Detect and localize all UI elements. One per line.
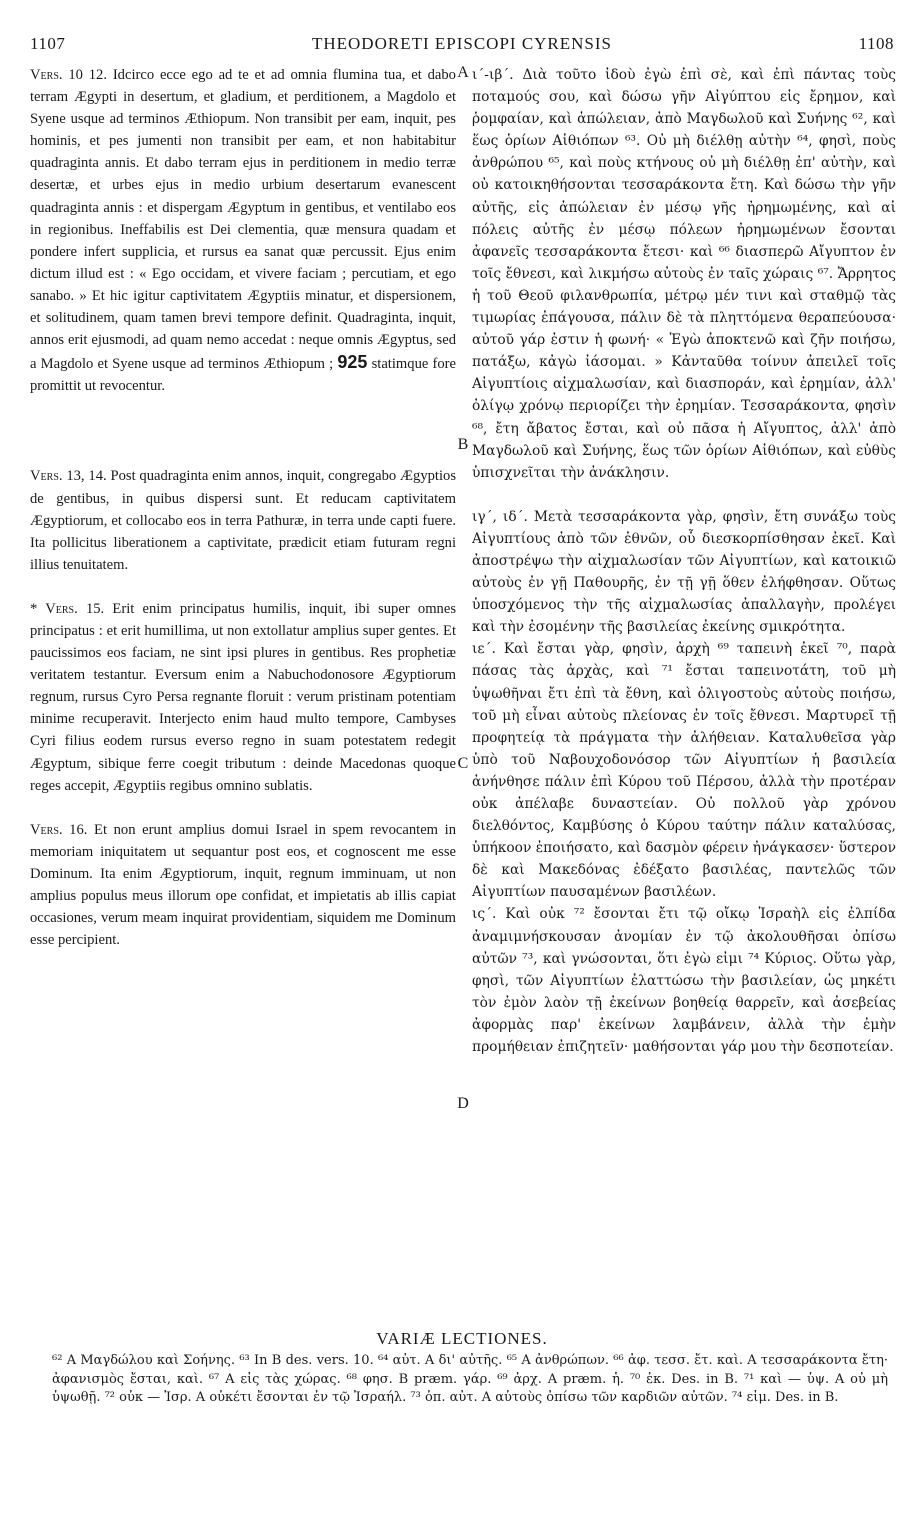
verse-marker: Vers. 16. <box>30 821 88 838</box>
page-number-right: 1108 <box>858 34 894 53</box>
latin-section-vers-10-12 <box>30 64 456 397</box>
latin-text: Post quadraginta enim annos, inquit, congregabo Ægyptios de gentibus, in quibus dispersi sunt. Et reducam captivitatem Ægyptiorum, et collocabo eos in terra Pathuræ, in terra unde capti fuere. Ita pollicitus liberationem a captivitate, prædicit etiam futuram regni illius tenuitatem. <box>30 468 456 573</box>
latin-section-vers-15 <box>30 598 456 797</box>
margin-marker-d: D <box>457 1095 469 1112</box>
latin-paragraph <box>30 64 456 397</box>
notes-text: ⁶² A Μαγδώλου καὶ Σοήνης. ⁶³ In B des. vers. 10. ⁶⁴ αὐτ. A δι' αὐτῆς. ⁶⁵ A ἀνθρώπων. ⁶⁶ ἀφ. τεσσ. ἔτ. καὶ. A τεσσαράκοντα ἔτη· ἀφανισμὸς ἔσται, καὶ. ⁶⁷ A εἰς τὰς χώρας. ⁶⁸ φησ. B præm. γάρ. ⁶⁹ ἀρχ. A præm. ἡ. ⁷⁰ ἐκ. Des. in B. ⁷¹ καὶ — ὑψ. A οὐ μὴ ὑψωθῇ. ⁷² οὐκ — Ἰσρ. A οὐκέτι ἔσονται ἐν τῷ Ἰσραήλ. ⁷³ ὀπ. αὐτ. A αὐτοὺς ὀπίσω τῶν καρδιῶν αὐτῶν. ⁷⁴ εἰμ. Des. in B. <box>52 1353 888 1406</box>
greek-paragraph: ιε΄. Καὶ ἔσται γὰρ, φησὶν, ἀρχὴ ⁶⁹ ταπεινὴ ἐκεῖ ⁷⁰, παρὰ πάσας τὰς ἀρχὰς, καὶ ⁷¹ ἔσται ταπεινοτάτη, τοῦ μὴ ὑψωθῆναι ἔτι ἐπὶ τὰ ἔθνη, καὶ ὀλιγοστοὺς αὐτοὺς ποιήσω, τοῦ μὴ εἶναι αὐτοὺς πλείονας ἐν τοῖς ἔθνεσι. Μαρτυρεῖ τῇ προφητείᾳ τὰ πράγματα τὴν ἀλήθειαν. Καταλυθεῖσα γὰρ ὑπὸ τοῦ Ναβουχοδονόσορ τῶν Αἰγυπτίων ἡ βασιλεία ἀνήνθησε πάλιν ἐπὶ Κύρου τοῦ Πέρσου, ἀλλὰ τὴν προτέραν οὐκ ἀπέλαβε δυναστείαν. Οὐ πολλοῦ γὰρ χρόνου διελθόντος, Καμβύσης ὁ Κύρου ταύτην πάλιν καταλύσας, ὑπήκοον ἐποιήσατο, καὶ δασμὸν φέρειν ἠνάγκασεν· ὕστερον δὲ καὶ Μακεδόνας ἐδέξατο βασιλέας, παντελῶς τῶν Αἰγυπτίων παυσαμένων βασιλέων. <box>472 641 896 901</box>
latin-section-vers-13-14 <box>30 465 456 575</box>
greek-paragraph: ιγ΄, ιδ΄. Μετὰ τεσσαράκοντα γὰρ, φησὶν, ἔτη συνάξω τοὺς Αἰγυπτίους ἀπὸ τῶν ἐθνῶν, οὗ διεσκορπίσθησαν ἐκεῖ. Καὶ ἀποστρέψω τὴν αἰχμαλωσίαν τῶν Αἰγυπτίων, καὶ κατοικιῶ αὐτοὺς ἐν γῇ Παθουρῆς, ἐν τῇ γῇ ὅθεν ἐλήφθησαν. Οὕτως ὑποσχόμενος τὴν τῆς αἰχμαλωσίας ἀπαλλαγὴν, προλέγει καὶ τὴν ἐσομένην τῆς βασιλείας ἐκείνης σμικρότητα. <box>472 508 896 636</box>
latin-paragraph <box>30 598 456 797</box>
latin-text: Idcirco ecce ego ad te et ad omnia flumina tua, et dabo terram Ægypti in desertum, et gladium, et perditionem, a Magdolo et Syene usque ad terminos Æthiopum. Non transibit per eam, inquit, pes hominis, et pes jumenti non transibit per eam, et non habitabitur quadraginta annis. Et dabo terram ejus in perditionem in medio terræ desertæ, et urbes ejus in medio urbium desertarum evanescent quadraginta annis : et dispergam Ægyptum in gentibus, et ventilabo eos in regionibus. Ineffabilis est Dei clementia, quæ mensura quadam et pondere infert supplicia, et rursus ea sanat quæ percussit. Ejus enim dictum illud est : « Ego occidam, et vivere faciam ; percutiam, et ego sanabo. » Et hic igitur captivitatem Ægyptiis minatur, et dispersionem, et solitudinem, quam tamen brevi tempore definit. Quadraginta, inquit, annos erit ejusmodi, ad quam nemo accedat : neque omnis Ægyptus, sed a Magdolo et Syene usque ad terminos Æthiopum ; <box>30 67 456 373</box>
latin-text: Erit enim principatus humilis, inquit, ibi super omnes principatus : et erit humillima, ut non extollatur amplius super gentes. Et paucissimos eos faciam, ne sint ipsi plures in gentibus. Res prophetiæ veritatem testantur. Eversum enim a Nabuchodonosore Ægyptiorum regnum, rursus Cyro Persa regnante floruit : verum pristinam potentiam minime recuperavit. Interjecto enim haud multo tempore, Cambyses Cyri filius eodem rursus everso regno in suam potestatem redegit Ægyptum, sibique ferre coegit tributum : deinde Macedonas quoque reges accepit, Ægyptiis regibus omnino sublatis. <box>30 600 456 794</box>
page-number-left: 1107 <box>30 34 66 53</box>
greek-section-10-12 <box>472 64 896 484</box>
column-number: 925 <box>337 352 368 373</box>
verse-marker: Vers. 10 12. <box>30 67 107 83</box>
latin-paragraph <box>30 819 456 952</box>
margin-marker-a: A <box>457 64 469 81</box>
variae-lectiones-title: VARIÆ LECTIONES. <box>376 1329 548 1348</box>
verse-marker: * Vers. 15. <box>30 600 105 617</box>
latin-text-tail: statimque fore promittit ut revocentur. <box>30 356 456 395</box>
greek-paragraph: ις΄. Καὶ οὐκ ⁷² ἔσονται ἔτι τῷ οἴκῳ Ἰσραὴλ εἰς ἐλπίδα ἀναμιμνήσκουσαν ἀνομίαν ἐν τῷ ἀκολουθῆσαι ὀπίσω αὐτῶν ⁷³, καὶ γνώσονται, ὅτι ἐγὼ εἰμι ⁷⁴ Κύριος. Οὕτω γὰρ, φησὶ, τῶν Αἰγυπτίων ἐλαττώσω τὴν βασιλείαν, ὡς μηκέτι τὸν ἐμὸν λαὸν τῇ ἐκείνων βοηθείᾳ θαρρεῖν, καὶ ἀσεβείας ἀφορμὰς παρ' ἐκείνων λαμβάνειν, ἀλλὰ τὴν ἐμὴν προμήθειαν ἐπιζητεῖν· μαθήσονται γάρ μου τὴν δεσποτείαν. <box>472 906 896 1056</box>
greek-section-13-14 <box>472 506 896 639</box>
running-header <box>30 34 894 62</box>
latin-section-vers-16 <box>30 819 456 952</box>
latin-column <box>30 64 456 951</box>
greek-paragraph: ι΄-ιβ΄. Διὰ τοῦτο ἰδοὺ ἐγὼ ἐπὶ σὲ, καὶ ἐπὶ πάντας τοὺς ποταμούς σου, καὶ δώσω γῆν Αἰγύπτου εἰς ἔρημον, καὶ ῥομφαίαν, καὶ ἀπώλειαν, ἀπὸ Μαγδωλοῦ καὶ Συήνης ⁶², καὶ ἕως ὁρίων Αἰθιόπων ⁶³. Οὐ μὴ διέλθῃ αὐτὴν ⁶⁴, φησὶ, ποὺς ἀνθρώπου ⁶⁵, καὶ ποὺς κτήνους οὐ μὴ διέλθῃ ἐπ' αὐτὴν, καὶ οὐ κατοικηθήσονται τεσσαράκοντα ἔτη. Καὶ δώσω τὴν γῆν αὐτῆς, εἰς ἀπώλειαν ἐν μέσῳ γῆς ἠρημωμένης, καὶ αἱ πόλεις αὐτῆς ἐν μέσῳ πόλεων ἠρημωμένων ἔσονται ἀφανεῖς τεσσαράκοντα ἔτεσι· καὶ ⁶⁶ διασπερῶ Αἴγυπτον ἐν τοῖς ἔθνεσι, καὶ λικμήσω αὐτοὺς ἐν ταῖς χώραις ⁶⁷. Ἄρρητος ἡ τοῦ Θεοῦ φιλανθρωπία, μέτρῳ μέν τινι καὶ σταθμῷ τὰς τιμωρίας ἐπάγουσα, πάλιν δὲ τὰ πληττόμενα θεραπεύουσα· αὐτοῦ γάρ ἐστιν ἡ φωνή· « Ἐγὼ ἀποκτενῶ καὶ ζῆν ποιήσω, πατάξω, κἀγὼ ἰάσομαι. » Κἀνταῦθα τοίνυν ἀπειλεῖ τοῖς Αἰγυπτίοις αἰχμαλωσίαν, καὶ διασποράν, καὶ ἐρημίαν, ἀλλ' ὀλίγῳ χρόνῳ περιορίζει τὴν ἐρημίαν. Τεσσαράκοντα, φησὶν ⁶⁸, ἔτη ἄβατος ἔσται, καὶ οὐ πᾶσα ἡ Αἴγυπτος, ἀλλ' ἀπὸ Μαγδωλοῦ καὶ Συήνης, ἕως τῶν ὁρίων Αἰθιόπων, καὶ εὐθὺς ὑπισχνεῖται τὴν ἀνάκλησιν. <box>472 67 896 481</box>
greek-column <box>472 64 896 1058</box>
variae-lectiones-notes <box>52 1352 888 1408</box>
latin-text: Et non erunt amplius domui Israel in spem revocantem in memoriam iniquitatem ut sequantur post eos, et cognoscent me esse Dominum. Ita enim Ægyptiorum, inquit, regnum imminuam, ut non amplius populus meus illorum ope confidat, et impietatis ab illis capiat occasiones, verum meam inquirat providentiam, siquidem me Dominum esse percipient. <box>30 821 456 949</box>
greek-section-16 <box>472 903 896 1058</box>
margin-marker-c: C <box>457 755 469 772</box>
margin-marker-b: B <box>457 436 469 453</box>
latin-paragraph <box>30 465 456 575</box>
running-title: THEODORETI EPISCOPI CYRENSIS <box>311 34 613 53</box>
verse-marker: Vers. 13, 14. <box>30 468 107 485</box>
greek-section-15 <box>472 638 896 903</box>
